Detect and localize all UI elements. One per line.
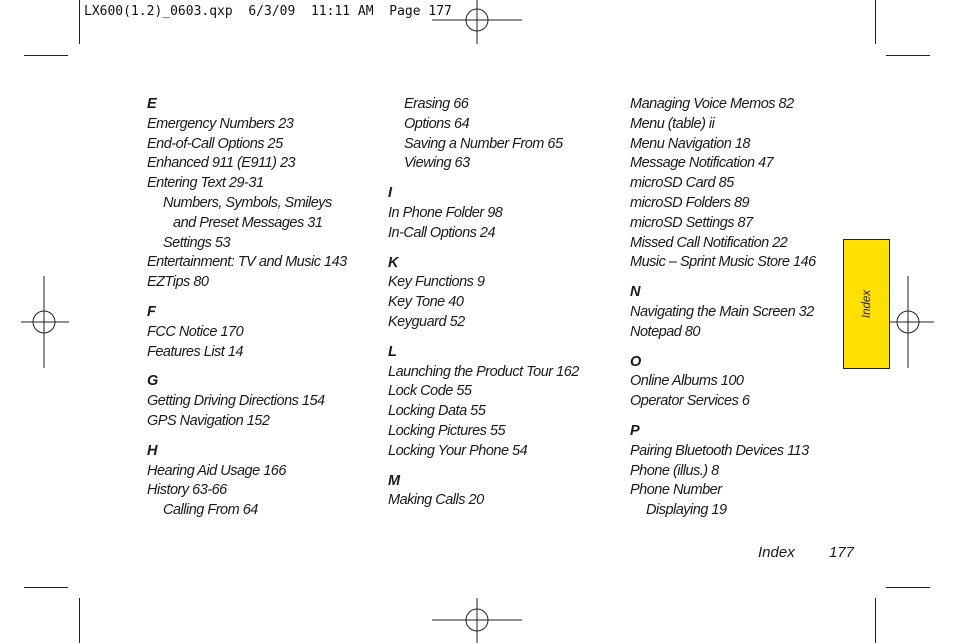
index-entry: Locking Your Phone 54 bbox=[388, 442, 528, 459]
index-letter-heading: O bbox=[630, 353, 641, 370]
crop-mark bbox=[886, 587, 930, 588]
index-entry: microSD Card 85 bbox=[630, 175, 734, 192]
index-entry: Locking Pictures 55 bbox=[388, 422, 506, 439]
index-subentry: Displaying 19 bbox=[646, 502, 727, 519]
index-side-tab bbox=[843, 239, 890, 369]
index-entry: Online Albums 100 bbox=[630, 373, 744, 390]
index-entry: Entertainment: TV and Music 143 bbox=[147, 254, 347, 271]
crop-mark bbox=[875, 598, 876, 643]
index-subentry: Options 64 bbox=[404, 115, 470, 132]
index-entry: Message Notification 47 bbox=[630, 155, 774, 172]
registration-mark-top bbox=[432, 0, 522, 44]
index-column-1 bbox=[147, 95, 347, 521]
index-entry: FCC Notice 170 bbox=[147, 323, 244, 340]
index-entry: Menu (table) ii bbox=[630, 115, 715, 132]
registration-mark-right bbox=[886, 276, 934, 368]
index-entry: Emergency Numbers 23 bbox=[147, 115, 294, 132]
index-subentry: Calling From 64 bbox=[163, 502, 258, 519]
index-entry: Getting Driving Directions 154 bbox=[147, 393, 325, 410]
crop-mark bbox=[875, 0, 876, 44]
index-letter-heading: H bbox=[147, 442, 157, 459]
index-subentry: Settings 53 bbox=[163, 234, 231, 251]
crop-mark bbox=[79, 598, 80, 643]
index-subentry-continuation: and Preset Messages 31 bbox=[173, 214, 323, 231]
index-entry: Navigating the Main Screen 32 bbox=[630, 303, 814, 320]
index-entry: Pairing Bluetooth Devices 113 bbox=[630, 442, 809, 459]
index-letter-heading: G bbox=[147, 373, 158, 390]
index-entry: microSD Settings 87 bbox=[630, 214, 753, 231]
index-entry: GPS Navigation 152 bbox=[147, 412, 270, 429]
index-entry: Key Functions 9 bbox=[388, 274, 485, 291]
crop-mark bbox=[886, 55, 930, 56]
crop-mark bbox=[24, 587, 68, 588]
index-entry: Music – Sprint Music Store 146 bbox=[630, 254, 816, 271]
registration-mark-bottom bbox=[432, 598, 522, 643]
index-letter-heading: F bbox=[147, 303, 156, 320]
index-entry: History 63-66 bbox=[147, 482, 227, 499]
print-slug-line: LX600(1.2)_0603.qxp 6/3/09 11:11 AM Page 177 bbox=[84, 4, 452, 19]
index-entry: Locking Data 55 bbox=[388, 403, 486, 420]
index-subentry: Saving a Number From 65 bbox=[404, 135, 563, 152]
index-column-2 bbox=[388, 95, 579, 511]
index-entry: EZTips 80 bbox=[147, 274, 209, 291]
index-entry: Phone (illus.) 8 bbox=[630, 462, 719, 479]
index-entry: Hearing Aid Usage 166 bbox=[147, 462, 286, 479]
index-entry: Launching the Product Tour 162 bbox=[388, 363, 579, 380]
index-entry: End-of-Call Options 25 bbox=[147, 135, 283, 152]
index-entry: Keyguard 52 bbox=[388, 313, 465, 330]
index-letter-heading: L bbox=[388, 343, 397, 360]
index-entry: Key Tone 40 bbox=[388, 294, 464, 311]
index-subentry: Erasing 66 bbox=[404, 96, 469, 112]
index-entry: Entering Text 29-31 bbox=[147, 175, 264, 192]
index-column-3 bbox=[630, 95, 816, 521]
index-entry: Enhanced 911 (E911) 23 bbox=[147, 155, 296, 172]
index-letter-heading: M bbox=[388, 472, 400, 489]
footer-section-label: Index bbox=[758, 544, 795, 561]
index-entry: Operator Services 6 bbox=[630, 393, 750, 410]
index-entry: In Phone Folder 98 bbox=[388, 204, 503, 221]
index-tab-label: Index bbox=[860, 289, 873, 319]
index-entry: Lock Code 55 bbox=[388, 383, 472, 400]
index-entry: Notepad 80 bbox=[630, 323, 700, 340]
index-entry: In-Call Options 24 bbox=[388, 224, 496, 241]
index-entry: Phone Number bbox=[630, 482, 722, 499]
index-subentry: Viewing 63 bbox=[404, 155, 470, 172]
index-letter-heading: K bbox=[388, 254, 398, 271]
index-letter-heading: I bbox=[388, 185, 392, 202]
index-entry: Menu Navigation 18 bbox=[630, 135, 750, 152]
index-subentry: Numbers, Symbols, Smileys bbox=[163, 194, 332, 211]
index-letter-heading: N bbox=[630, 284, 640, 301]
index-entry: Features List 14 bbox=[147, 343, 243, 360]
index-letter-heading: E bbox=[147, 96, 157, 112]
index-letter-heading: P bbox=[630, 422, 640, 439]
index-entry: Missed Call Notification 22 bbox=[630, 234, 788, 251]
index-entry: microSD Folders 89 bbox=[630, 194, 750, 211]
crop-mark bbox=[79, 0, 80, 44]
registration-mark-left bbox=[21, 276, 69, 368]
crop-mark bbox=[24, 55, 68, 56]
page-number: 177 bbox=[829, 544, 855, 561]
index-entry: Managing Voice Memos 82 bbox=[630, 96, 794, 112]
index-entry: Making Calls 20 bbox=[388, 492, 484, 509]
